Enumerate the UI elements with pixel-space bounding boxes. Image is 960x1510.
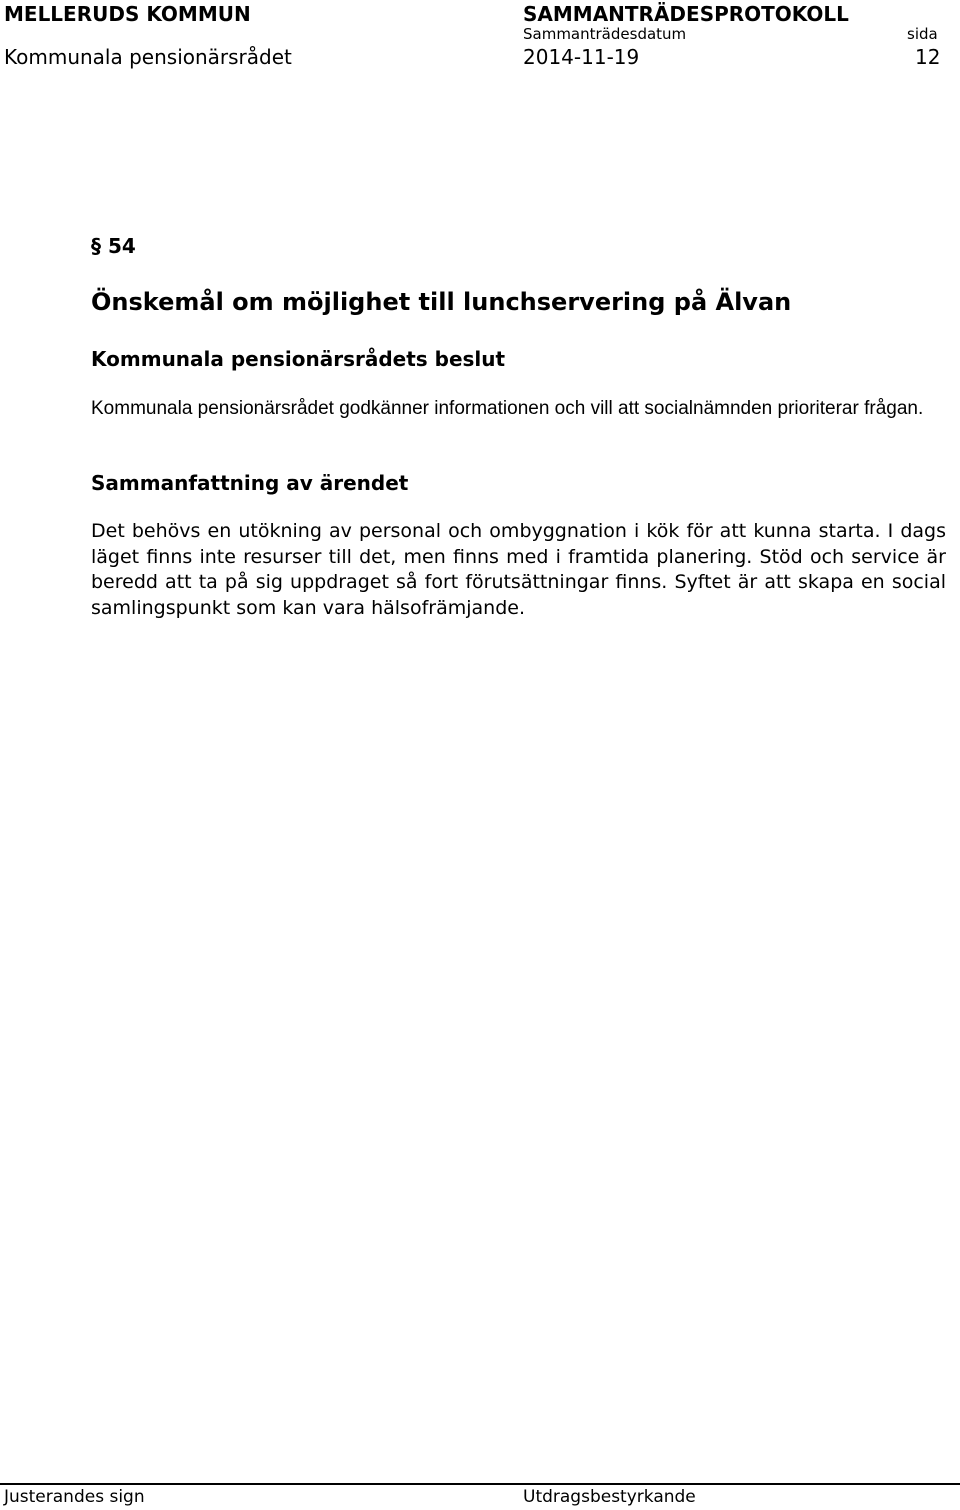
document-type: SAMMANTRÄDESPROTOKOLL <box>523 2 849 26</box>
decision-text: Kommunala pensionärsrådet godkänner informationen och vill att socialnämnden prioriterar frågan. <box>91 398 924 419</box>
page-label: sida <box>907 25 938 43</box>
meeting-date: 2014-11-19 <box>523 45 640 69</box>
decision-heading: Kommunala pensionärsrådets beslut <box>91 347 506 371</box>
certification-label: Utdragsbestyrkande <box>523 1487 696 1507</box>
section-number: § 54 <box>91 234 136 258</box>
council-name: Kommunala pensionärsrådet <box>4 45 292 69</box>
signature-label: Justerandes sign <box>4 1487 145 1507</box>
meeting-date-label: Sammanträdesdatum <box>523 25 687 43</box>
summary-text: Det behövs en utökning av personal och ombyggnation i kök för att kunna starta. I dags läget finns inte resurser till det, men finns med i framtida planering. Stöd och service är beredd att ta på sig uppdraget så fort förutsättningar finns. Syftet är att skapa en social samlingspunkt som kan vara hälsofrämjande. <box>91 520 946 619</box>
summary-heading: Sammanfattning av ärendet <box>91 471 409 495</box>
organization-name: MELLERUDS KOMMUN <box>4 2 251 26</box>
footer-divider <box>0 1483 960 1485</box>
page-number: 12 <box>915 45 941 69</box>
section-title: Önskemål om möjlighet till lunchservering på Älvan <box>91 288 792 316</box>
